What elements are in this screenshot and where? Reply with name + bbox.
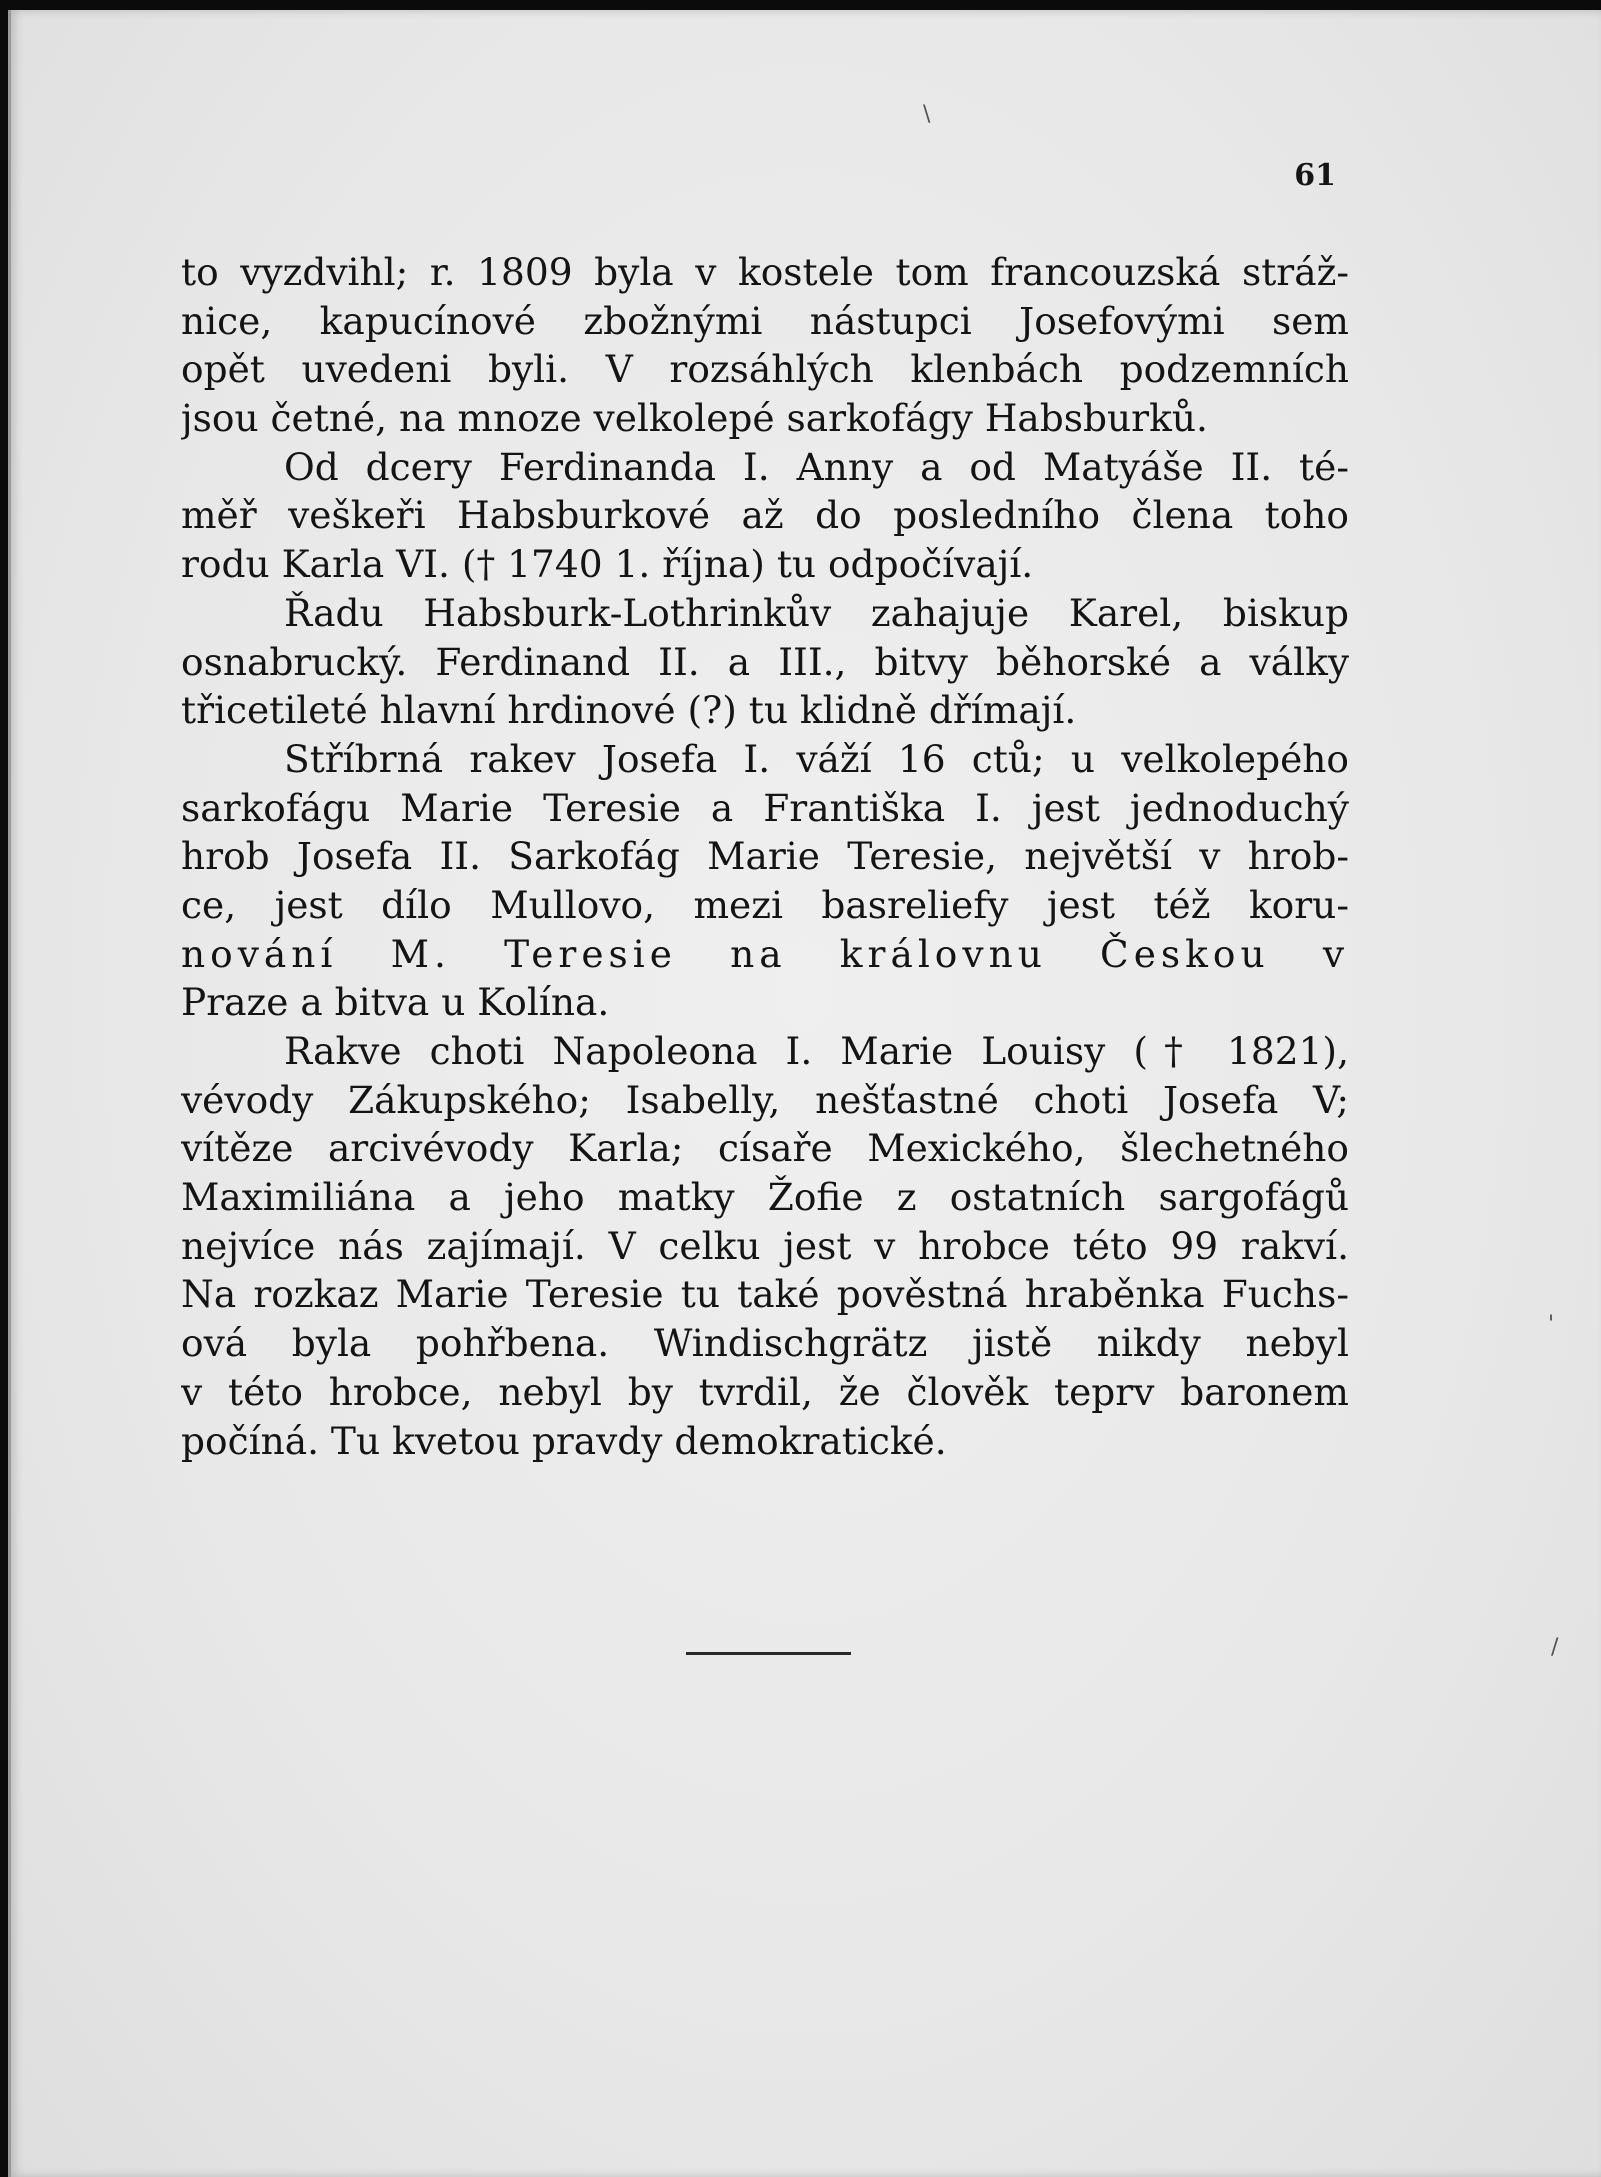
text-line: nice, kapucínové zbožnými nástupci Josefovými sem — [181, 298, 1349, 343]
text-line: Na rozkaz Marie Teresie tu také pověstná hraběnka Fuchs- — [181, 1272, 1349, 1317]
text-line: opět uvedeni byli. V rozsáhlých klenbách podzemních — [181, 347, 1349, 392]
text-line: vítěze arcivévody Karla; císaře Mexického, šlechetného — [181, 1126, 1349, 1171]
text-line: Od dcery Ferdinanda I. Anny a od Matyáše II. té- — [284, 444, 1349, 489]
text-line: Řadu Habsburk-Lothrinkův zahajuje Karel, biskup — [284, 590, 1349, 635]
text-line: v této hrobce, nebyl by tvrdil, že člověk teprv baronem — [181, 1369, 1349, 1414]
text-line: ce, jest dílo Mullovo, mezi basreliefy jest též koru- — [181, 882, 1349, 927]
text-line: měř veškeři Habsburkové až do posledního člena toho — [181, 493, 1349, 538]
text-line: sarkofágu Marie Teresie a Františka I. jest jednoduchý — [181, 785, 1349, 830]
text-line: vévody Zákupského; Isabelly, nešťastné choti Josefa V; — [181, 1077, 1349, 1122]
text-line: osnabrucký. Ferdinand II. a III., bitvy běhorské a války — [181, 639, 1349, 684]
text-line: Praze a bitva u Kolína. — [181, 980, 610, 1025]
text-line: třicetileté hlavní hrdinové (?) tu klidně dřímají. — [181, 688, 1077, 733]
text-line: to vyzdvihl; r. 1809 byla v kostele tom francouzská stráž- — [181, 250, 1349, 294]
text-line: Rakve choti Napoleona I. Marie Louisy († 1821), — [284, 1029, 1349, 1073]
text-line: Maximiliána a jeho matky Žofie z ostatních sargofágů — [181, 1175, 1349, 1220]
text-line: jsou četné, na mnoze velkolepé sarkofágy Habsburků. — [181, 396, 1208, 441]
text-line: Stříbrná rakev Josefa I. váží 16 ctů; u velkolepého — [284, 736, 1349, 781]
text-line: počíná. Tu kvetou pravdy demokratické. — [181, 1418, 947, 1463]
scan-speck: \ — [923, 102, 931, 127]
text-line: rodu Karla VI. († 1740 1. října) tu odpočívají. — [181, 542, 1034, 587]
text-line: nování M. Teresie na královnu Českou v — [181, 931, 1349, 976]
book-page — [8, 10, 1601, 2177]
scan-speck: / — [1551, 1635, 1559, 1660]
section-end-rule — [686, 1652, 851, 1655]
page-number: 61 — [1294, 158, 1336, 193]
page-body-text — [181, 248, 1349, 1465]
scan-speck: ' — [1548, 1312, 1555, 1337]
text-line: hrob Josefa II. Sarkofág Marie Teresie, největší v hrob- — [181, 834, 1349, 879]
text-line: ová byla pohřbena. Windischgrätz jistě nikdy nebyl — [181, 1321, 1349, 1366]
scan-edge-line — [8, 10, 11, 2177]
text-line: nejvíce nás zajímají. V celku jest v hrobce této 99 rakví. — [181, 1223, 1349, 1268]
